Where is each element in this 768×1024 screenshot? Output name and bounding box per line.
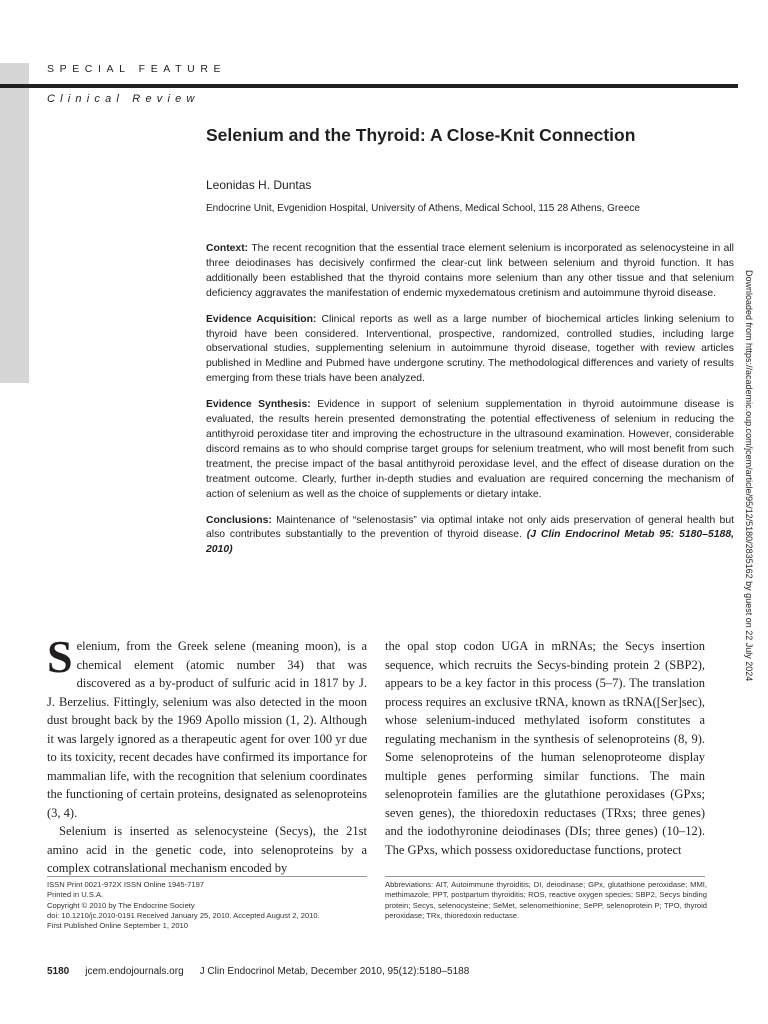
journal-website: jcem.endojournals.org <box>85 966 184 977</box>
author-name: Leonidas H. Duntas <box>206 178 312 192</box>
body-column-right <box>385 637 705 859</box>
special-feature-kicker: SPECIAL FEATURE <box>47 63 227 75</box>
article-title: Selenium and the Thyroid: A Close-Knit Connection <box>206 125 636 145</box>
abstract <box>206 242 734 569</box>
footnote-divider <box>385 876 705 877</box>
body-paragraph: the opal stop codon UGA in mRNAs; the Secys insertion sequence, which recruits the Secys-binding protein 2 (SBP2), appears to be a key factor in this process (5–7). The translation process requires an exclusive tRNA, known as tRNA([Ser]sec), whose selenium-induced methylated isoform constitutes a regulating mechanism in the synthesis of selenoproteins (8, 9). Some selenoproteins of the human selenoproteome display multiple genes performing similar functions. The main selenoprotein families are the glutathione peroxidases (GPxs; seven genes), the thioredoxin reductases (TRxs; three genes) and the iodothyronine deiodinases (DIs; three genes) (10–12). The GPxs, which possess oxidoreductase functions, protect <box>385 639 705 857</box>
abstract-evidence-synthesis: Evidence Synthesis: Evidence in support of selenium supplementation in thyroid autoimmune disease is evaluated, the results herein presented demonstrating the potential effectiveness of selenium in reducing the antithyroid peroxidase titer and improving the echostructure in the ultrasound examination. However, considerable discord remains as to who should comprise target groups for selenium treatment, who will most benefit from such treatment, the precise impact of the basal antithyroid peroxidase level, and the effect of disease duration on the treatment outcome. Clearly, further in-depth studies and evaluation are required concerning the mechanism of action of selenium as well as the choice of supplements or dietary intake. <box>206 399 735 500</box>
citation: (J Clin Endocrinol Metab 95: 5180–5188, 2010) <box>206 529 734 556</box>
body-column-left <box>47 631 367 878</box>
header-rule <box>0 84 738 88</box>
page-number: 5180 <box>47 966 70 977</box>
drop-cap: S <box>47 631 73 682</box>
footnote-divider <box>47 876 367 877</box>
abstract-context: Context: The recent recognition that the essential trace element selenium is incorporated as selenocysteine in all three deiodinases has decisively confirmed the clear-cut link between selenium and thyroid function. It has additionally been established that the thyroid contains more selenium than any other tissue and that selenium deficiency aggravates the manifestation of endemic myxedematous cretinism and autoimmune thyroid disease. <box>206 243 734 299</box>
page-footer <box>47 966 469 977</box>
section-tab <box>0 63 29 383</box>
section-label: Clinical Review <box>47 93 200 105</box>
abbreviations-footnote: Abbreviations: AIT, Autoimmune thyroiditis; DI, deiodinase; GPx, glutathione peroxidase; MMI, methimazole; PPT, postpartum thyroiditis; ROS, reactive oxygen species; SBP2, Secys binding protein; Secys, selenocysteine; SeMet, selenomethionine; SePP, selenoprotein P; TPO, thyroid peroxidase; TRx, thioredoxin reductase. <box>385 880 707 920</box>
body-paragraph: Selenium is inserted as selenocysteine (Secys), the 21st amino acid in the genetic code, into selenoproteins by a complex cotranslational mechanism encoded by <box>47 824 367 875</box>
abstract-conclusions: Conclusions: Maintenance of “selenostasis” via optimal intake not only aids preservation of general health but also contributes substantially to the prevention of thyroid disease. (J Clin Endocrinol Metab 95: 5180–5188, 2010) <box>206 514 734 556</box>
publication-info: ISSN Print 0021-972X ISSN Online 1945-7197 Printed in U.S.A. Copyright © 2010 by The Endocrine Society doi: 10.1210/jc.2010-0191 Received January 25, 2010. Accepted August 2, 2010. First Published Online September 1, 2010 <box>47 880 320 931</box>
author-affiliation: Endocrine Unit, Evgenidion Hospital, University of Athens, Medical School, 115 28 Athens, Greece <box>206 203 640 214</box>
body-paragraph: Selenium, from the Greek selene (meaning moon), is a chemical element (atomic number 34) that was discovered as a by-product of sulfuric acid in 1817 by J. J. Berzelius. Fittingly, selenium was also detected in the moon dust brought back by the 1969 Apollo mission (1, 2). Although it was largely ignored as a therapeutic agent for over 100 yr due to its toxicity, recent decades have confirmed its importance for mammalian life, with the recognition that selenium coordinates the functioning of certain proteins, designated as selenoproteins (3, 4). <box>47 631 367 820</box>
download-watermark: Downloaded from https://academic.oup.com/jcem/article/95/12/5180/2835162 by guest on 22 July 2024 <box>744 270 754 682</box>
journal-citation: J Clin Endocrinol Metab, December 2010, 95(12):5180–5188 <box>199 966 470 977</box>
abstract-evidence-acquisition: Evidence Acquisition: Clinical reports as well as a large number of biochemical articles linking selenium to thyroid have been considered. Interventional, prospective, randomized, controlled studies, including large observational studies, supplementing selenium in autoimmune thyroid disease, together with review articles published in Medline and Pubmed have undergone scrutiny. The methodological differences and variety of results emerging from these trials have been analyzed. <box>206 313 734 385</box>
